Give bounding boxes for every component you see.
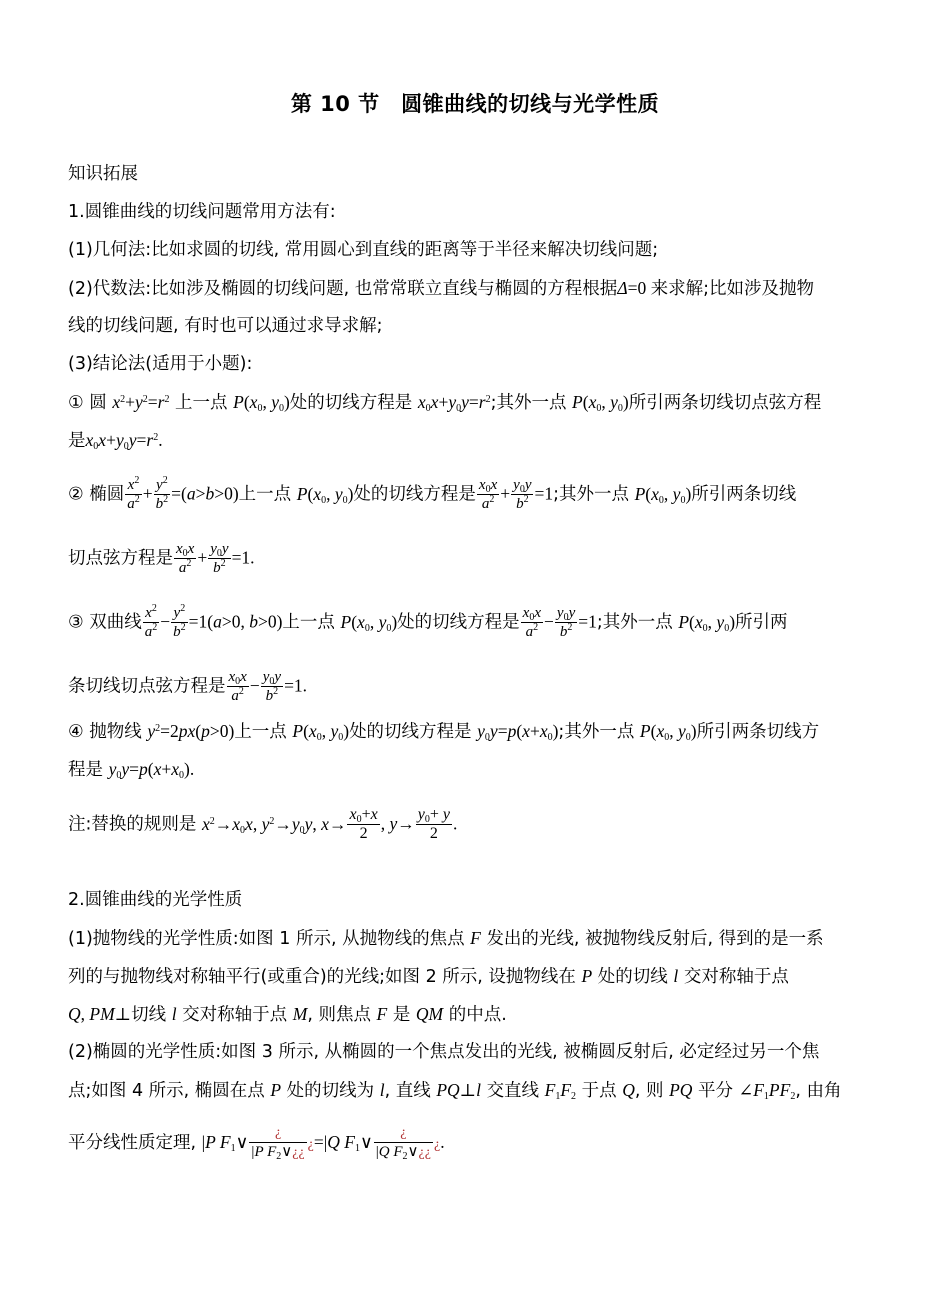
conclusion-circle-line2: 是$x_0x+y_0y=r^2$. xyxy=(68,430,163,452)
conclusion-ellipse-line2: 切点弦方程是 $\frac{x_0x}{a^2}$ + $\frac{y_0y}{b^2}$ =1. xyxy=(68,541,255,576)
conclusion-ellipse-line1: ② 椭圆 $\frac{x^2}{a^2}$ + $\frac{y^2}{b^2}$ =(a>b>0)上一点 $P(x_0$, $y_0$)处的切线方程是 $\frac{x_0x}{a^2}$ + $\frac{y_0y}{b^2}$ =1;其外一点 $P(x_0$, $y_0$)所引两条切线 xyxy=(68,475,797,512)
ellipse-optics-line1: (2)椭圆的光学性质:如图 3 所示, 从椭圆的一个焦点发出的光线, 被椭圆反射后, 必定经过另一个焦 xyxy=(68,1042,820,1062)
s1-heading: 1.圆锥曲线的切线问题常用方法有: xyxy=(68,202,336,222)
ellipse-optics-line3: 平分线性质定理, |P $F_1\vee$ $\frac{¿}{|P F_2\vee¿¿}$ ¿=|Q $F_1\vee$ $\frac{¿}{|Q F_2\vee¿¿}$ ¿. xyxy=(68,1125,445,1162)
s2-heading: 2.圆锥曲线的光学性质 xyxy=(68,890,243,910)
conclusion-hyperbola-line1: ③ 双曲线 $\frac{x^2}{a^2}$ − $\frac{y^2}{b^2}$ =1(a>0, b>0)上一点 $P(x_0$, $y_0$)处的切线方程是 $\frac{x_0x}{a^2}$ − $\frac{y_0y}{b^2}$ =1;其外一点 $P(x_0$, $y_0$)所引两 xyxy=(68,603,788,640)
method-algebraic-line2: 线的切线问题, 有时也可以通过求导求解; xyxy=(68,316,383,336)
method-conclusion: (3)结论法(适用于小题): xyxy=(68,354,253,374)
ellipse-optics-line2: 点;如图 4 所示, 椭圆在点 P 处的切线为 l, 直线 PQ⊥l 交直线 $F_1F_2$ 于点 Q, 则 PQ 平分 $\angle F_1PF_2$, 由角 xyxy=(68,1080,842,1102)
page-title: 第 10 节 圆锥曲线的切线与光学性质 xyxy=(290,92,660,116)
parabola-optics-line2: 列的与抛物线对称轴平行(或重合)的光线;如图 2 所示, 设抛物线在 P 处的切线 l 交对称轴于点 xyxy=(68,966,789,987)
parabola-optics-line3: Q, PM⊥切线 l 交对称轴于点 M, 则焦点 F 是 QM 的中点. xyxy=(68,1004,507,1025)
conclusion-hyperbola-line2: 条切线切点弦方程是 $\frac{x_0x}{a^2}$ − $\frac{y_0y}{b^2}$ =1. xyxy=(68,669,308,704)
conclusion-circle-line1: ① 圆 $x^2+y^2=r^2$ 上一点 $P(x_0$, $y_0$)处的切线方程是 $x_0x+y_0y=r^2$;其外一点 $P(x_0$, $y_0$)所引两条切线切点弦方程 xyxy=(68,392,822,414)
replacement-rule-note: 注:替换的规则是 $x^2\to x_0x$, $y^2\to y_0y$, x→ $\frac{x_0+x}{2}$ , y→ $\frac{y_0+ y}{2}$ . xyxy=(68,806,458,842)
parabola-optics-line1: (1)抛物线的光学性质:如图 1 所示, 从抛物线的焦点 F 发出的光线, 被抛物线反射后, 得到的是一系 xyxy=(68,928,824,949)
section-label: 知识拓展 xyxy=(68,164,138,184)
conclusion-parabola-line1: ④ 抛物线 $y^2=2px(p>0)$上一点 $P(x_0$, $y_0$)处的切线方程是 $y_0y=p(x+x_0)$;其外一点 $P(x_0$, $y_0$)所引两条切线方 xyxy=(68,721,820,743)
method-algebraic-line1: (2)代数法:比如涉及椭圆的切线问题, 也常常联立直线与椭圆的方程根据Δ=0 来求解;比如涉及抛物 xyxy=(68,278,814,299)
conclusion-parabola-line2: 程是 $y_0y=p(x+x_0)$. xyxy=(68,759,195,781)
method-geometric: (1)几何法:比如求圆的切线, 常用圆心到直线的距离等于半径来解决切线问题; xyxy=(68,240,659,260)
